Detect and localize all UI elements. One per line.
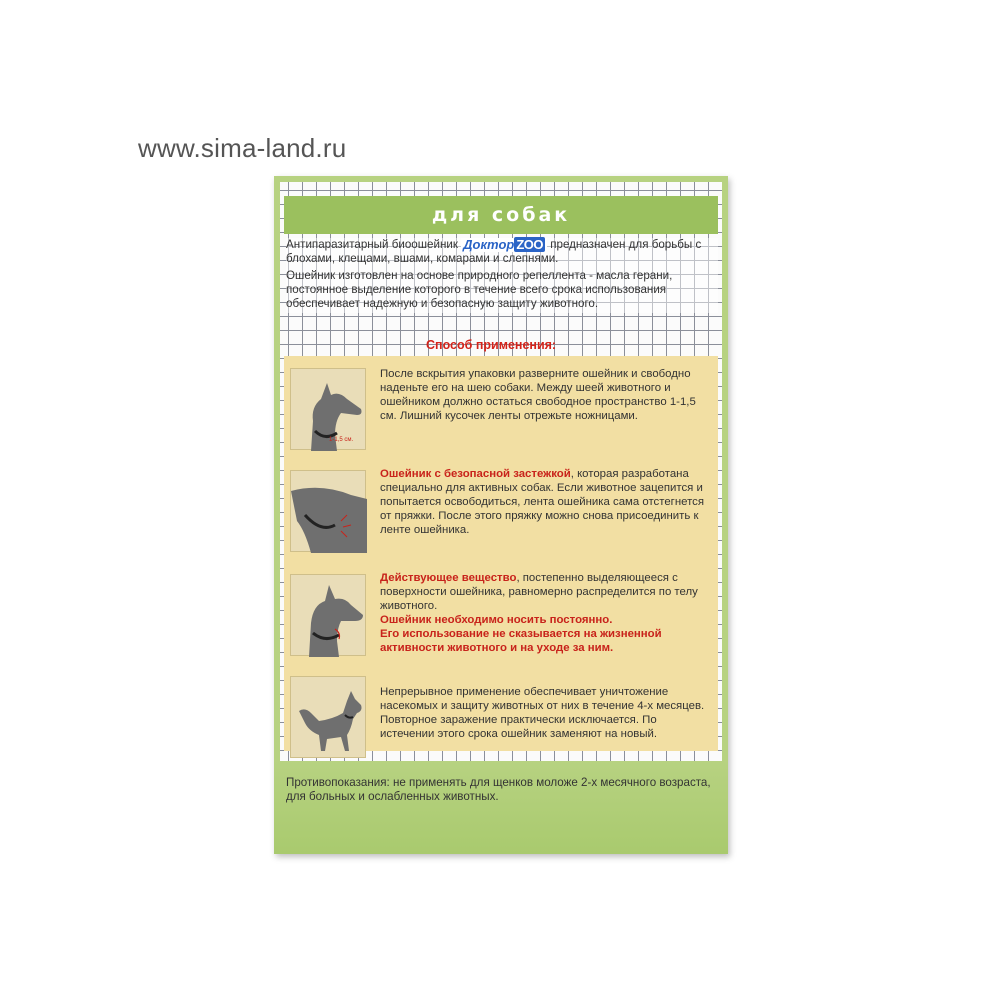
step-2-text — [380, 468, 714, 538]
step-1-text: После вскрытия упаковки разверните ошейник и свободно наденьте его на шею собаки. Между шеей животного и ошейником должно остаться свободное пространство 1-1,5 см. Лишний кусочек ленты отрежьте ножницами. — [380, 368, 696, 422]
top-green-strip — [274, 176, 728, 182]
step-3-body: , постепенно выделяющееся с поверхности ошейника, равномерно распределится по телу животного. — [380, 572, 698, 612]
green-bottom-panel — [274, 761, 728, 854]
dog-head-collar-image — [290, 368, 366, 450]
site-watermark: www.sima-land.ru — [138, 133, 347, 163]
brand-logo-zoo: ZOO — [516, 237, 543, 252]
step-4 — [284, 672, 718, 768]
right-green-strip — [722, 176, 728, 776]
step-2-body: , которая разработана специально для активных собак. Если животное зацепится и попытается освободиться, лента ошейника сама отстегнется от пряжки. После этого пряжку можно снова присоединить к ленте ошейника. — [380, 468, 705, 536]
gap-label: 1-1,5 см. — [329, 437, 354, 443]
step-3-warning: Ошейник необходимо носить постоянно. — [380, 613, 613, 626]
contraindications: Противопоказания: не применять для щенков моложе 2-х месячного возраста, для больных и ослабленных животных. — [286, 776, 711, 804]
step-3-note: Его использование не сказывается на жизненной активности животного и на уходе за ним. — [380, 627, 662, 654]
product-box-back — [274, 176, 728, 854]
banner — [284, 196, 718, 234]
intro-part-2: предназначен для борьбы с блохами, клещами, вшами, комарами и слепнями. — [286, 238, 702, 266]
step-3 — [284, 568, 718, 664]
step-4-text: Непрерывное применение обеспечивает уничтожение насекомых и защиту животных от них в течение 4-х месяцев. Повторное заражение практически исключается. По истечении этого срока ошейник заменяют на новый. — [380, 686, 705, 740]
intro-paragraph-1 — [286, 238, 718, 267]
step-2-highlight: Ошейник с безопасной застежкой — [380, 468, 571, 480]
step-2 — [284, 464, 718, 560]
dog-head-side-image — [290, 574, 366, 656]
left-green-strip — [274, 176, 280, 776]
method-title: Способ применения: — [426, 338, 557, 352]
brand-logo-text: Доктор — [463, 237, 515, 252]
intro-part-1: Антипаразитарный биоошейник — [286, 238, 458, 252]
instructions-panel — [284, 356, 718, 751]
brand-logo — [461, 238, 547, 252]
dog-neck-clasp-image — [290, 470, 366, 552]
step-3-highlight: Действующее вещество — [380, 572, 517, 584]
intro-paragraph-2: Ошейник изготовлен на основе природного репеллента - масла герани, постоянное выделение которого в течение всего срока использования обеспечивает надежную и безопасную защиту животного. — [286, 268, 673, 310]
step-3-text — [380, 572, 714, 655]
intro-text — [286, 238, 718, 313]
dog-full-body-image — [290, 676, 366, 758]
banner-title: для собак — [431, 204, 571, 226]
step-1 — [284, 364, 718, 460]
